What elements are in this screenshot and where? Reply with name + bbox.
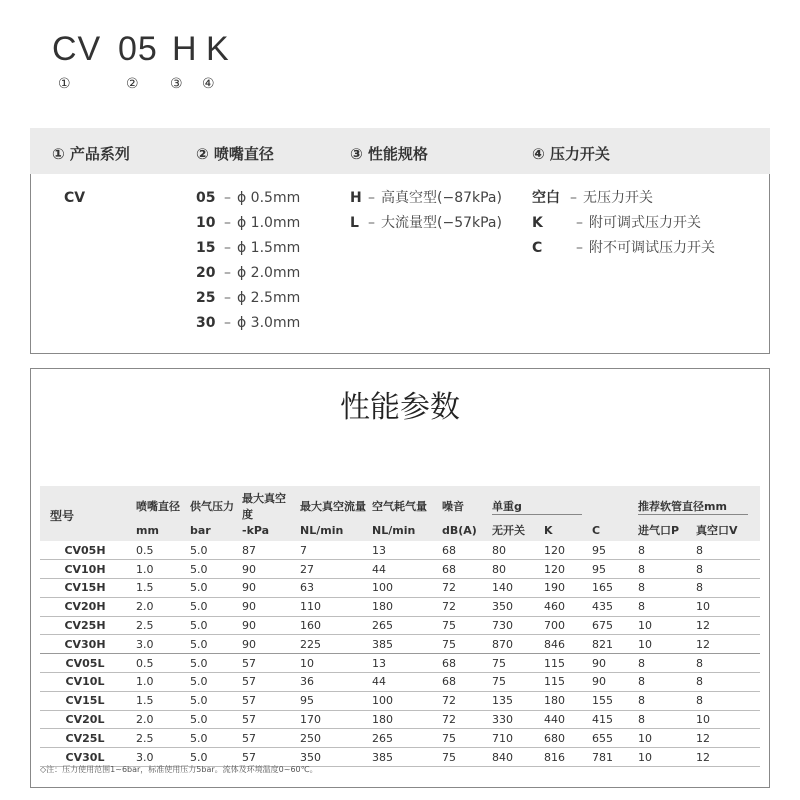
table-cell: 95 (586, 541, 632, 560)
table-cell-model: CV30H (40, 635, 130, 654)
table-cell: 165 (586, 579, 632, 598)
table-row (40, 654, 760, 673)
table-cell: 36 (294, 673, 366, 692)
table-cell: 8 (632, 579, 690, 598)
table-cell: 87 (236, 541, 294, 560)
table-cell: 8 (632, 710, 690, 729)
table-cell: 700 (538, 616, 586, 635)
table-cell: 5.0 (184, 541, 236, 560)
table-cell-model: CV05H (40, 541, 130, 560)
col-header-noise: 噪音 (436, 486, 486, 522)
table-cell: 225 (294, 635, 366, 654)
table-cell: 8 (690, 560, 760, 579)
spec-nozzle-list (196, 186, 300, 336)
table-cell: 90 (236, 560, 294, 579)
table-cell: 0.5 (130, 654, 184, 673)
table-row (40, 597, 760, 616)
col-unit-max-flow: NL/min (294, 522, 366, 541)
table-cell: 265 (366, 729, 436, 748)
spec-series-item: CV (64, 190, 86, 206)
table-cell: 120 (538, 560, 586, 579)
table-cell: 95 (586, 560, 632, 579)
table-cell: 115 (538, 673, 586, 692)
table-cell: 3.0 (130, 635, 184, 654)
spec-switch-item: C – 附不可调试压力开关 (532, 240, 715, 256)
table-cell: 8 (690, 654, 760, 673)
spec-nozzle-item: 25 – ϕ 2.5mm (196, 290, 301, 306)
table-cell: 7 (294, 541, 366, 560)
table-cell: 330 (486, 710, 538, 729)
table-cell: 90 (586, 654, 632, 673)
col-header-supply-pressure: 供气压力 (184, 486, 236, 522)
table-cell: 57 (236, 729, 294, 748)
spec-header-performance: ③ 性能规格 (350, 145, 428, 163)
table-cell: 655 (586, 729, 632, 748)
table-cell: 821 (586, 635, 632, 654)
table-cell: 10 (690, 710, 760, 729)
table-cell: 90 (236, 616, 294, 635)
table-cell: 10 (632, 635, 690, 654)
table-cell: 72 (436, 579, 486, 598)
table-cell-model: CV15L (40, 691, 130, 710)
col-header-nozzle: 喷嘴直径 (130, 486, 184, 522)
col-header-weight: 单重g (486, 486, 632, 522)
param-table (40, 486, 760, 767)
table-cell: 440 (538, 710, 586, 729)
table-cell: 2.0 (130, 710, 184, 729)
table-cell: 100 (366, 579, 436, 598)
table-cell: 680 (538, 729, 586, 748)
table-cell: 72 (436, 597, 486, 616)
spec-nozzle-item: 30 – ϕ 3.0mm (196, 315, 301, 331)
col-header-hose: 推荐软管直径mm (632, 486, 760, 522)
table-cell: 8 (690, 579, 760, 598)
col-header-model: 型号 (40, 486, 130, 541)
table-cell: 12 (690, 748, 760, 767)
col-header-max-flow: 最大真空流量 (294, 486, 366, 522)
table-row (40, 673, 760, 692)
table-cell: 385 (366, 635, 436, 654)
table-row (40, 541, 760, 560)
table-cell: 10 (632, 748, 690, 767)
table-cell: 12 (690, 635, 760, 654)
spec-performance-list (350, 186, 502, 236)
table-cell: 170 (294, 710, 366, 729)
table-cell: 730 (486, 616, 538, 635)
table-cell: 3.0 (130, 748, 184, 767)
table-cell-model: CV30L (40, 748, 130, 767)
table-cell: 5.0 (184, 579, 236, 598)
table-cell: 1.5 (130, 579, 184, 598)
table-cell: 460 (538, 597, 586, 616)
table-cell: 5.0 (184, 635, 236, 654)
table-cell: 8 (632, 541, 690, 560)
table-row (40, 560, 760, 579)
col-unit-max-vacuum: -kPa (236, 522, 294, 541)
table-cell: 870 (486, 635, 538, 654)
table-cell: 1.0 (130, 673, 184, 692)
table-cell: 180 (366, 597, 436, 616)
spec-nozzle-item: 10 – ϕ 1.0mm (196, 215, 301, 231)
table-row (40, 729, 760, 748)
table-cell-model: CV10H (40, 560, 130, 579)
table-cell: 0.5 (130, 541, 184, 560)
col-sub-vacuum-v: 真空口V (690, 522, 760, 541)
table-cell: 68 (436, 654, 486, 673)
table-cell: 68 (436, 560, 486, 579)
table-cell: 12 (690, 616, 760, 635)
table-cell: 13 (366, 654, 436, 673)
code-number-3: ③ (170, 76, 183, 92)
col-unit-supply-pressure: bar (184, 522, 236, 541)
table-cell-model: CV15H (40, 579, 130, 598)
table-cell: 8 (690, 541, 760, 560)
table-cell: 80 (486, 560, 538, 579)
spec-switch-item: K – 附可调式压力开关 (532, 215, 701, 231)
table-cell: 5.0 (184, 560, 236, 579)
table-cell: 75 (436, 729, 486, 748)
model-code-switch: K (206, 30, 230, 68)
table-cell: 8 (690, 673, 760, 692)
table-cell: 100 (366, 691, 436, 710)
table-cell: 90 (236, 597, 294, 616)
table-cell: 250 (294, 729, 366, 748)
spec-nozzle-item: 15 – ϕ 1.5mm (196, 240, 301, 256)
param-title: 性能参数 (340, 390, 460, 425)
col-unit-nozzle: mm (130, 522, 184, 541)
table-cell-model: CV20H (40, 597, 130, 616)
table-cell: 816 (538, 748, 586, 767)
table-row (40, 691, 760, 710)
table-cell: 72 (436, 710, 486, 729)
table-cell: 710 (486, 729, 538, 748)
model-code-series: CV (52, 30, 102, 68)
table-cell: 415 (586, 710, 632, 729)
table-row (40, 635, 760, 654)
table-cell: 781 (586, 748, 632, 767)
table-cell: 5.0 (184, 597, 236, 616)
table-cell: 75 (436, 748, 486, 767)
table-cell: 160 (294, 616, 366, 635)
table-cell: 350 (294, 748, 366, 767)
table-cell: 8 (632, 560, 690, 579)
table-cell: 75 (436, 635, 486, 654)
table-cell: 80 (486, 541, 538, 560)
table-cell: 5.0 (184, 616, 236, 635)
table-cell: 57 (236, 691, 294, 710)
table-cell: 2.5 (130, 616, 184, 635)
spec-nozzle-item: 20 – ϕ 2.0mm (196, 265, 301, 281)
table-cell: 10 (690, 597, 760, 616)
table-cell: 13 (366, 541, 436, 560)
table-cell-model: CV25L (40, 729, 130, 748)
col-sub-k: K (538, 522, 586, 541)
table-cell: 5.0 (184, 729, 236, 748)
table-cell: 8 (632, 597, 690, 616)
table-cell: 8 (632, 654, 690, 673)
spec-performance-item: L – 大流量型(−57kPa) (350, 215, 502, 231)
col-header-air-consumption: 空气耗气量 (366, 486, 436, 522)
table-cell: 5.0 (184, 710, 236, 729)
table-cell: 8 (632, 673, 690, 692)
table-cell: 68 (436, 673, 486, 692)
footnote: ◇注：压力使用范围1~6bar，标准使用压力5bar。流体及环境温度0~60℃。 (40, 765, 318, 774)
spec-series-list (64, 186, 85, 211)
table-cell-model: CV25H (40, 616, 130, 635)
model-code-nozzle: 05 (118, 30, 158, 68)
spec-switch-item: 空白 – 无压力开关 (532, 190, 653, 206)
table-cell: 63 (294, 579, 366, 598)
table-cell: 140 (486, 579, 538, 598)
model-code-performance: H (172, 30, 198, 68)
table-cell: 8 (690, 691, 760, 710)
table-cell: 44 (366, 673, 436, 692)
table-cell: 44 (366, 560, 436, 579)
code-number-2: ② (126, 76, 139, 92)
table-cell: 840 (486, 748, 538, 767)
table-cell: 10 (294, 654, 366, 673)
table-row (40, 710, 760, 729)
table-cell: 5.0 (184, 748, 236, 767)
table-cell: 2.0 (130, 597, 184, 616)
table-cell: 180 (366, 710, 436, 729)
table-cell: 1.5 (130, 691, 184, 710)
table-cell: 10 (632, 616, 690, 635)
table-cell: 120 (538, 541, 586, 560)
param-table-body (40, 541, 760, 767)
table-cell: 12 (690, 729, 760, 748)
table-cell: 57 (236, 710, 294, 729)
spec-nozzle-item: 05 – ϕ 0.5mm (196, 190, 301, 206)
table-cell: 2.5 (130, 729, 184, 748)
table-cell: 5.0 (184, 691, 236, 710)
table-cell-model: CV20L (40, 710, 130, 729)
table-cell: 57 (236, 748, 294, 767)
table-cell: 1.0 (130, 560, 184, 579)
table-cell: 350 (486, 597, 538, 616)
table-cell: 846 (538, 635, 586, 654)
table-cell: 190 (538, 579, 586, 598)
col-sub-no-switch: 无开关 (486, 522, 538, 541)
table-cell: 57 (236, 654, 294, 673)
table-cell: 5.0 (184, 654, 236, 673)
col-unit-noise: dB(A) (436, 522, 486, 541)
table-cell: 75 (486, 654, 538, 673)
code-number-1: ① (58, 76, 71, 92)
table-cell: 27 (294, 560, 366, 579)
table-cell: 90 (236, 635, 294, 654)
spec-header-switch: ④ 压力开关 (532, 145, 610, 163)
model-code (52, 30, 230, 69)
spec-switch-list (532, 186, 715, 261)
table-cell-model: CV10L (40, 673, 130, 692)
table-cell: 57 (236, 673, 294, 692)
table-cell: 68 (436, 541, 486, 560)
table-cell: 265 (366, 616, 436, 635)
col-sub-inlet-p: 进气口P (632, 522, 690, 541)
table-row (40, 579, 760, 598)
table-cell: 135 (486, 691, 538, 710)
table-cell: 95 (294, 691, 366, 710)
table-cell: 155 (586, 691, 632, 710)
spec-header-series: ① 产品系列 (52, 145, 130, 163)
table-cell: 180 (538, 691, 586, 710)
table-row (40, 616, 760, 635)
table-cell: 8 (632, 691, 690, 710)
table-cell: 115 (538, 654, 586, 673)
table-cell: 10 (632, 729, 690, 748)
table-cell-model: CV05L (40, 654, 130, 673)
table-cell: 75 (436, 616, 486, 635)
col-sub-c: C (586, 522, 632, 541)
col-unit-air-consumption: NL/min (366, 522, 436, 541)
table-cell: 385 (366, 748, 436, 767)
table-cell: 90 (236, 579, 294, 598)
table-cell: 110 (294, 597, 366, 616)
spec-header-nozzle: ② 喷嘴直径 (196, 145, 274, 163)
table-cell: 72 (436, 691, 486, 710)
table-cell: 90 (586, 673, 632, 692)
table-cell: 5.0 (184, 673, 236, 692)
table-cell: 435 (586, 597, 632, 616)
code-number-4: ④ (202, 76, 215, 92)
table-cell: 675 (586, 616, 632, 635)
table-cell: 75 (486, 673, 538, 692)
col-header-max-vacuum: 最大真空度 (236, 486, 294, 522)
spec-performance-item: H – 高真空型(−87kPa) (350, 190, 502, 206)
